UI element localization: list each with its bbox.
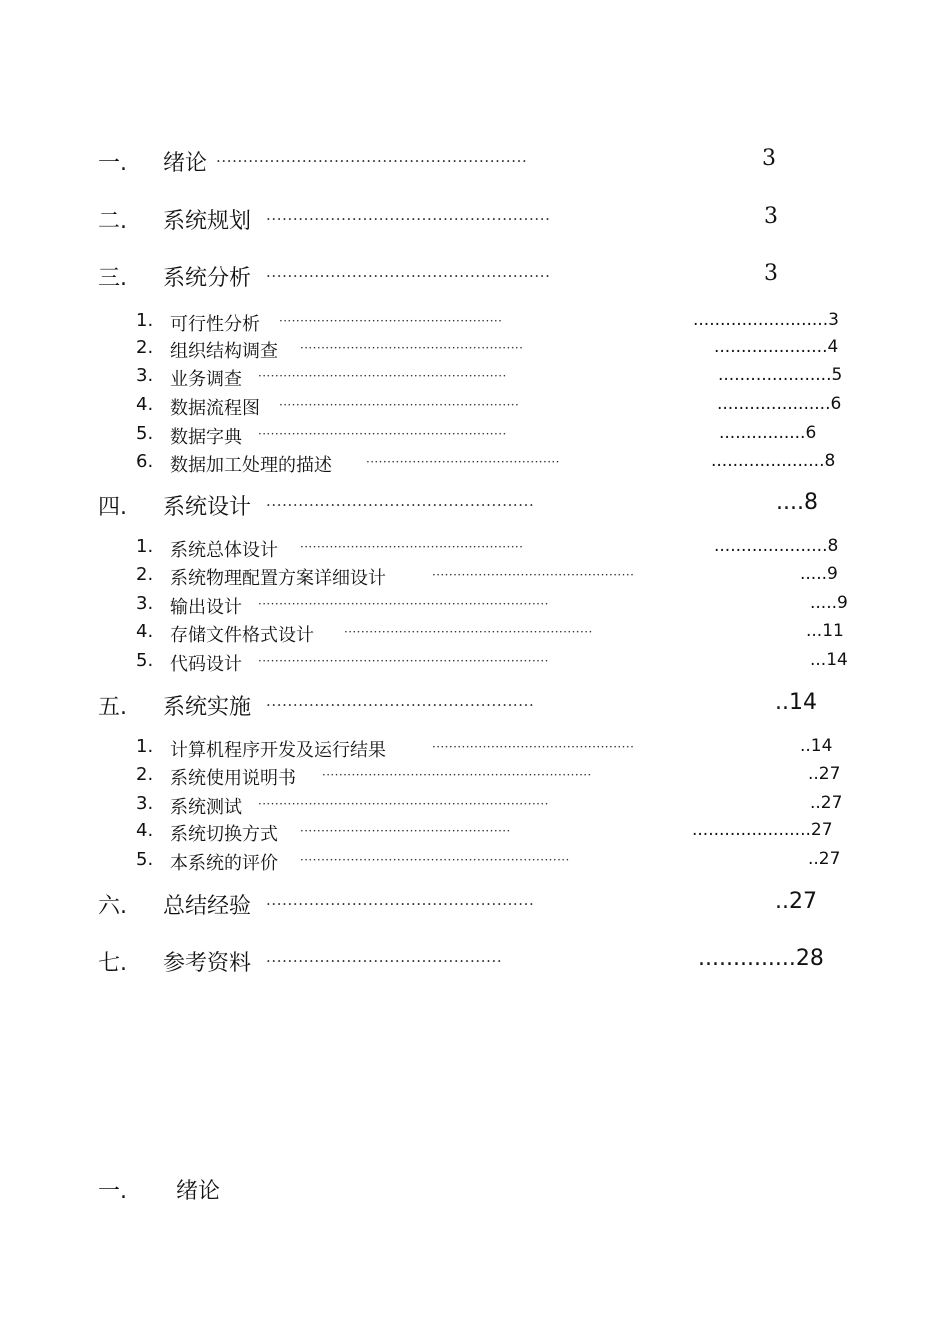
toc-subentry-number: 2. bbox=[136, 337, 154, 358]
dot-leader: ····················································· bbox=[300, 341, 524, 355]
toc-subentry-title: 业务调查 bbox=[170, 369, 242, 390]
toc-entry-page: 3 bbox=[764, 204, 778, 229]
toc-subentry[interactable] bbox=[0, 451, 950, 475]
toc-subentry-number: 2. bbox=[136, 564, 154, 585]
toc-subentry-number: 5. bbox=[136, 423, 154, 444]
toc-subentry-page: .........................3 bbox=[693, 310, 839, 330]
toc-subentry[interactable] bbox=[0, 423, 950, 447]
toc-entry-page: ..27 bbox=[775, 889, 817, 914]
toc-entry-page: ..............28 bbox=[698, 946, 824, 971]
toc-entry-title: 系统设计 bbox=[163, 495, 252, 520]
toc-subentry-page: ..27 bbox=[810, 793, 843, 813]
toc-entry-number: 七. bbox=[98, 951, 127, 976]
toc-subentry-page: .....9 bbox=[800, 564, 838, 584]
toc-entry-page: ....8 bbox=[776, 490, 818, 515]
dot-leader: ·················································· bbox=[266, 895, 535, 913]
dot-leader: ························································· bbox=[279, 398, 520, 412]
toc-subentry[interactable] bbox=[0, 849, 950, 873]
toc-subentry-title: 系统总体设计 bbox=[170, 540, 278, 561]
section-heading-title: 绪论 bbox=[176, 1179, 221, 1204]
toc-subentry-page: ...14 bbox=[810, 650, 848, 670]
toc-subentry-number: 2. bbox=[136, 764, 154, 785]
dot-leader: ····················································· bbox=[300, 540, 524, 554]
dot-leader: ·················································· bbox=[266, 496, 535, 514]
toc-subentry[interactable] bbox=[0, 820, 950, 844]
dot-leader: ·············································· bbox=[366, 455, 560, 469]
dot-leader: ····················································· bbox=[279, 314, 503, 328]
toc-subentry[interactable] bbox=[0, 764, 950, 788]
dot-leader: ·················································· bbox=[300, 824, 511, 838]
toc-entry-page: ..14 bbox=[775, 690, 817, 715]
toc-subentry-page: .....9 bbox=[810, 593, 848, 613]
toc-entry-title: 系统规划 bbox=[163, 209, 252, 234]
toc-subentry-title: 数据加工处理的描述 bbox=[170, 455, 332, 476]
dot-leader: ················································ bbox=[432, 568, 635, 582]
toc-subentry[interactable] bbox=[0, 365, 950, 389]
dot-leader: ················································ bbox=[432, 740, 635, 754]
toc-entry-title: 系统实施 bbox=[163, 695, 252, 720]
toc-entry-title: 总结经验 bbox=[163, 894, 252, 919]
toc-entry-title: 绪论 bbox=[163, 151, 208, 176]
section-heading bbox=[0, 1174, 950, 1204]
toc-subentry-title: 本系统的评价 bbox=[170, 853, 278, 874]
dot-leader: ············································ bbox=[266, 952, 503, 970]
toc-subentry-page: ......................27 bbox=[692, 820, 833, 840]
toc-subentry-number: 4. bbox=[136, 820, 154, 841]
toc-entry-title: 参考资料 bbox=[163, 951, 252, 976]
toc-subentry[interactable] bbox=[0, 394, 950, 418]
toc-subentry-title: 计算机程序开发及运行结果 bbox=[170, 740, 386, 761]
toc-subentry[interactable] bbox=[0, 536, 950, 560]
toc-subentry-title: 数据流程图 bbox=[170, 398, 260, 419]
toc-subentry[interactable] bbox=[0, 736, 950, 760]
toc-subentry-title: 系统使用说明书 bbox=[170, 768, 296, 789]
toc-subentry-number: 1. bbox=[136, 536, 154, 557]
toc-subentry-page: ...11 bbox=[806, 621, 844, 641]
toc-subentry-number: 4. bbox=[136, 394, 154, 415]
toc-subentry[interactable] bbox=[0, 593, 950, 617]
toc-subentry-page: ..27 bbox=[808, 764, 841, 784]
toc-subentry-number: 1. bbox=[136, 736, 154, 757]
toc-entry-number: 一. bbox=[98, 151, 127, 176]
toc-subentry-page: ................6 bbox=[719, 423, 817, 443]
toc-subentry[interactable] bbox=[0, 621, 950, 645]
toc-entry-page: 3 bbox=[764, 261, 778, 286]
toc-subentry[interactable] bbox=[0, 310, 950, 334]
toc-subentry-number: 3. bbox=[136, 793, 154, 814]
dot-leader: ·························································· bbox=[216, 152, 528, 170]
toc-subentry-page: .....................8 bbox=[711, 451, 836, 471]
toc-subentry-number: 4. bbox=[136, 621, 154, 642]
section-heading-number: 一. bbox=[98, 1179, 127, 1204]
toc-entry-number: 五. bbox=[98, 695, 127, 720]
toc-subentry-number: 6. bbox=[136, 451, 154, 472]
toc-subentry-title: 系统切换方式 bbox=[170, 824, 278, 845]
dot-leader: ································································ bbox=[300, 853, 570, 867]
toc-entry[interactable] bbox=[0, 690, 950, 720]
toc-subentry-page: .....................6 bbox=[717, 394, 842, 414]
toc-subentry-title: 数据字典 bbox=[170, 427, 242, 448]
toc-subentry-page: .....................8 bbox=[714, 536, 839, 556]
dot-leader: ·················································· bbox=[266, 696, 535, 714]
toc-subentry[interactable] bbox=[0, 564, 950, 588]
toc-entry-title: 系统分析 bbox=[163, 266, 252, 291]
toc-entry[interactable] bbox=[0, 146, 950, 176]
toc-subentry-page: .....................4 bbox=[714, 337, 839, 357]
dot-leader: ····································································· bbox=[258, 797, 549, 811]
toc-entry[interactable] bbox=[0, 204, 950, 234]
toc-entry[interactable] bbox=[0, 889, 950, 919]
toc-subentry-page: .....................5 bbox=[718, 365, 843, 385]
toc-subentry-title: 系统物理配置方案详细设计 bbox=[170, 568, 386, 589]
toc-subentry[interactable] bbox=[0, 793, 950, 817]
toc-subentry[interactable] bbox=[0, 337, 950, 361]
toc-subentry-number: 3. bbox=[136, 593, 154, 614]
toc-subentry-number: 5. bbox=[136, 849, 154, 870]
toc-subentry-number: 1. bbox=[136, 310, 154, 331]
toc-subentry-page: ..27 bbox=[808, 849, 841, 869]
toc-subentry-title: 系统测试 bbox=[170, 797, 242, 818]
toc-entry[interactable] bbox=[0, 946, 950, 976]
toc-subentry-number: 3. bbox=[136, 365, 154, 386]
toc-entry-number: 三. bbox=[98, 266, 127, 291]
toc-subentry-page: ..14 bbox=[800, 736, 833, 756]
dot-leader: ····································································· bbox=[258, 654, 549, 668]
dot-leader: ··························································· bbox=[258, 369, 507, 383]
toc-entry[interactable] bbox=[0, 261, 950, 291]
toc-entry-number: 四. bbox=[98, 495, 127, 520]
toc-subentry-number: 5. bbox=[136, 650, 154, 671]
dot-leader: ································································ bbox=[322, 768, 592, 782]
toc-entry-number: 六. bbox=[98, 894, 127, 919]
toc-entry-page: 3 bbox=[762, 146, 776, 171]
dot-leader: ····················································· bbox=[266, 210, 551, 228]
dot-leader: ····················································· bbox=[266, 267, 551, 285]
toc-subentry[interactable] bbox=[0, 650, 950, 674]
toc-subentry-title: 代码设计 bbox=[170, 654, 242, 675]
toc-subentry-title: 组织结构调查 bbox=[170, 341, 278, 362]
dot-leader: ··························································· bbox=[344, 625, 593, 639]
toc-subentry-title: 存储文件格式设计 bbox=[170, 625, 314, 646]
dot-leader: ····································································· bbox=[258, 597, 549, 611]
dot-leader: ··························································· bbox=[258, 427, 507, 441]
toc-entry-number: 二. bbox=[98, 209, 127, 234]
toc-subentry-title: 输出设计 bbox=[170, 597, 242, 618]
toc-entry[interactable] bbox=[0, 490, 950, 520]
toc-subentry-title: 可行性分析 bbox=[170, 314, 260, 335]
